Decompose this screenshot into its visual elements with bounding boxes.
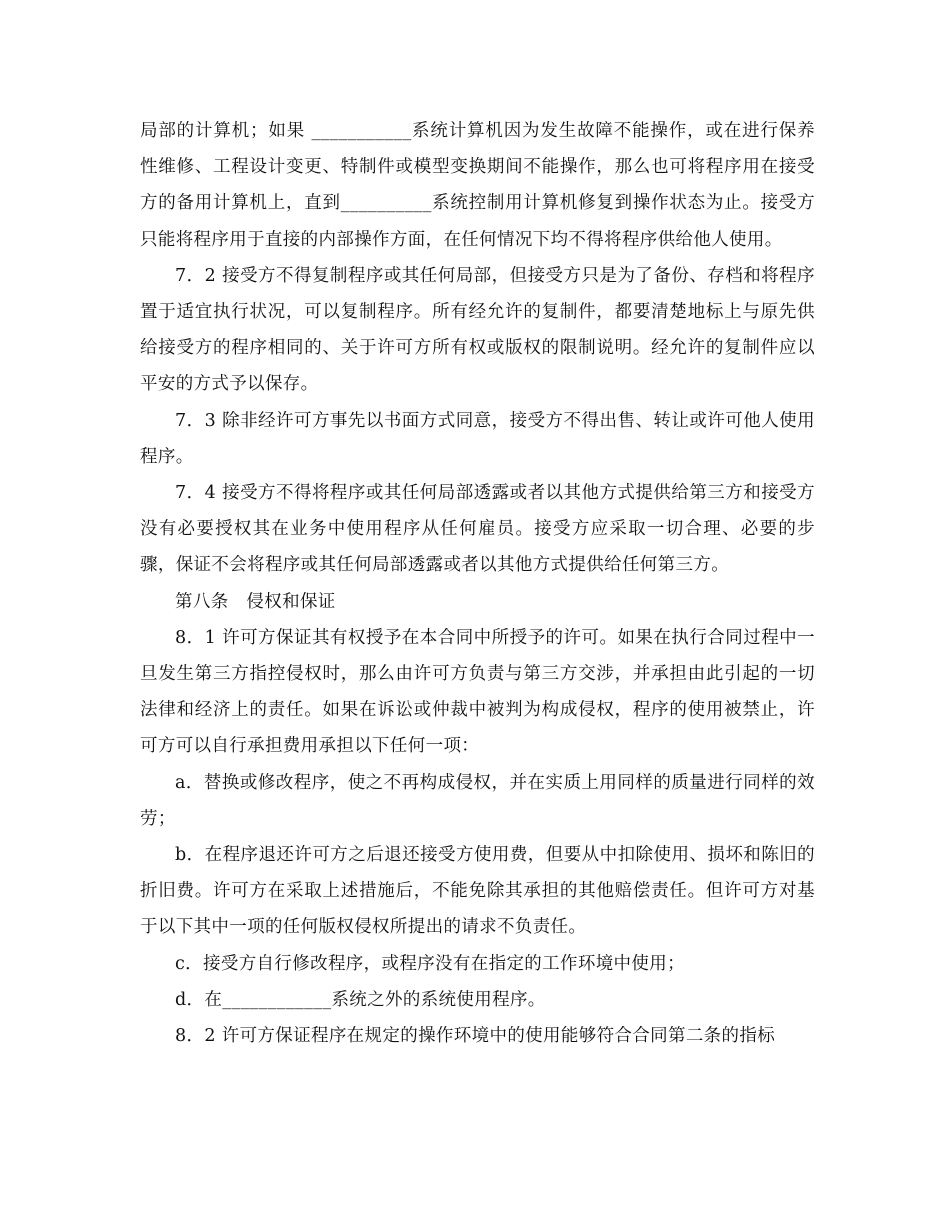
paragraph-7-3: 7．3 除非经许可方事先以书面方式同意，接受方不得出售、转让或许可他人使用程序。 (140, 410, 815, 467)
paragraph-7-2: 7．2 接受方不得复制程序或其任何局部，但接受方只是为了备份、存档和将程序置于适宜执行状况，可以复制程序。所有经允许的复制件，都要清楚地标上与原先供给接受方的程序相同的、关于许可方所有权或版权的限制说明。经允许的复制件应以平安的方式予以保存。 (140, 265, 815, 395)
paragraph-8-1-b: b．在程序退还许可方之后退还接受方使用费，但要从中扣除使用、损坏和陈旧的折旧费。许可方在采取上述措施后，不能免除其承担的其他赔偿责任。但许可方对基于以下其中一项的任何版权侵权所提出的请求不负责任。 (140, 845, 815, 938)
paragraph-8-1-d: d．在____________系统之外的系统使用程序。 (175, 989, 546, 1010)
paragraph-8-1-a: a．替换或修改程序，使之不再构成侵权，并在实质上用同样的质量进行同样的效劳； (140, 772, 815, 829)
paragraph-8-2: 8．2 许可方保证程序在规定的操作环境中的使用能够符合合同第二条的指标 (175, 1026, 776, 1047)
paragraph-7-4: 7．4 接受方不得将程序或其任何局部透露或者以其他方式提供给第三方和接受方没有必要授权其在业务中使用程序从任何雇员。接受方应采取一切合理、必要的步骤，保证不会将程序或其任何局部透露或者以其他方式提供给任何第三方。 (140, 483, 815, 576)
paragraph-8-1: 8．1 许可方保证其有权授予在本合同中所授予的许可。如果在执行合同过程中一旦发生第三方指控侵权时，那么由许可方负责与第三方交涉，并承担由此引起的一切法律和经济上的责任。如果在诉讼或仲裁中被判为构成侵权，程序的使用被禁止，许可方可以自行承担费用承担以下任何一项： (140, 627, 815, 757)
paragraph-8-1-c: c．接受方自行修改程序，或程序没有在指定的工作环境中使用； (175, 953, 685, 974)
article-8-heading: 第八条 侵权和保证 (175, 591, 336, 612)
paragraph-continuation: 局部的计算机；如果 ___________系统计算机因为发生故障不能操作，或在进行保养性维修、工程设计变更、特制件或模型变换期间不能操作，那么也可将程序用在接受方的备用计算机上，直到__________系统控制用计算机修复到操作状态为止。接受方只能将程序用于直接的内部操作方面，在任何情况下均不得将程序供给他人使用。 (140, 121, 815, 250)
document-body (140, 113, 815, 1054)
